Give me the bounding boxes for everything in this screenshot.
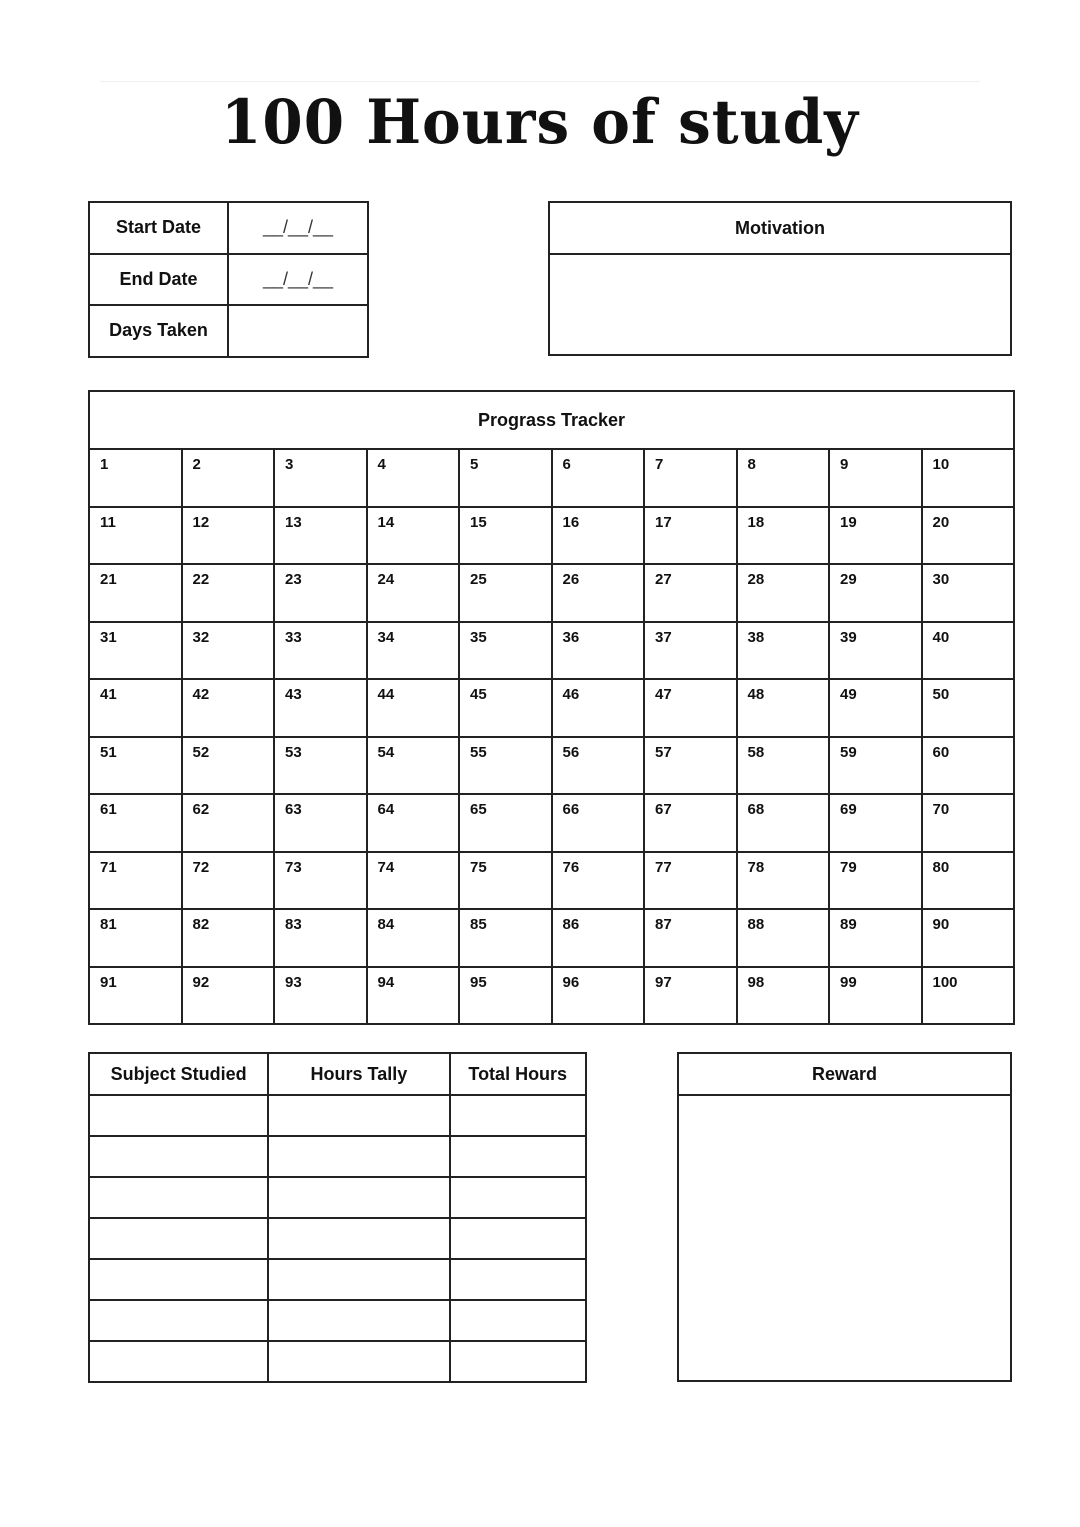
total-hours-cell[interactable]: [450, 1218, 587, 1259]
end-date-field[interactable]: __/__/__: [228, 254, 368, 306]
tracker-cell[interactable]: 55: [459, 737, 552, 795]
motivation-field[interactable]: [549, 254, 1011, 355]
tracker-cell[interactable]: 66: [552, 794, 645, 852]
tracker-cell[interactable]: 53: [274, 737, 367, 795]
tracker-cell[interactable]: 68: [737, 794, 830, 852]
tracker-cell[interactable]: 79: [829, 852, 922, 910]
tracker-cell[interactable]: 100: [922, 967, 1015, 1025]
tracker-cell[interactable]: 3: [274, 449, 367, 507]
subject-row: [89, 1218, 586, 1259]
subject-cell[interactable]: [89, 1177, 268, 1218]
tracker-cell[interactable]: 50: [922, 679, 1015, 737]
total-hours-header: Total Hours: [450, 1053, 587, 1095]
tracker-cell[interactable]: 74: [367, 852, 460, 910]
tracker-cell[interactable]: 93: [274, 967, 367, 1025]
tracker-row: [89, 909, 1014, 967]
dates-table: [88, 201, 369, 358]
tracker-cell[interactable]: 92: [182, 967, 275, 1025]
subject-row: [89, 1300, 586, 1341]
subject-cell[interactable]: [89, 1218, 268, 1259]
tracker-cell[interactable]: 30: [922, 564, 1015, 622]
tracker-row: [89, 794, 1014, 852]
tracker-cell[interactable]: 65: [459, 794, 552, 852]
tracker-cell[interactable]: 8: [737, 449, 830, 507]
tracker-cell[interactable]: 77: [644, 852, 737, 910]
tracker-cell[interactable]: 6: [552, 449, 645, 507]
tracker-cell[interactable]: 76: [552, 852, 645, 910]
tracker-cell[interactable]: 14: [367, 507, 460, 565]
tracker-cell[interactable]: 37: [644, 622, 737, 680]
tracker-cell[interactable]: 2: [182, 449, 275, 507]
tracker-cell[interactable]: 45: [459, 679, 552, 737]
subject-cell[interactable]: [89, 1136, 268, 1177]
subject-row: [89, 1177, 586, 1218]
tracker-cell[interactable]: 5: [459, 449, 552, 507]
subject-row: [89, 1259, 586, 1300]
end-date-label: End Date: [89, 254, 228, 306]
progress-tracker: [88, 390, 1015, 1025]
tracker-cell[interactable]: 56: [552, 737, 645, 795]
tracker-row: [89, 967, 1014, 1025]
tracker-cell[interactable]: 80: [922, 852, 1015, 910]
tracker-cell[interactable]: 58: [737, 737, 830, 795]
tracker-cell[interactable]: 32: [182, 622, 275, 680]
tracker-cell[interactable]: 98: [737, 967, 830, 1025]
tracker-cell[interactable]: 25: [459, 564, 552, 622]
tracker-cell[interactable]: 81: [89, 909, 182, 967]
days-taken-label: Days Taken: [89, 305, 228, 357]
hours-tally-cell[interactable]: [268, 1218, 449, 1259]
tracker-cell[interactable]: 48: [737, 679, 830, 737]
tracker-cell[interactable]: 38: [737, 622, 830, 680]
hours-tally-cell[interactable]: [268, 1300, 449, 1341]
subject-cell[interactable]: [89, 1341, 268, 1382]
tracker-row: [89, 449, 1014, 507]
tracker-cell[interactable]: 91: [89, 967, 182, 1025]
tracker-cell[interactable]: 71: [89, 852, 182, 910]
tracker-cell[interactable]: 39: [829, 622, 922, 680]
tracker-cell[interactable]: 4: [367, 449, 460, 507]
tracker-cell[interactable]: 97: [644, 967, 737, 1025]
tracker-cell[interactable]: 82: [182, 909, 275, 967]
tracker-cell[interactable]: 20: [922, 507, 1015, 565]
tracker-cell[interactable]: 64: [367, 794, 460, 852]
tracker-cell[interactable]: 73: [274, 852, 367, 910]
tracker-cell[interactable]: 46: [552, 679, 645, 737]
hours-tally-cell[interactable]: [268, 1136, 449, 1177]
tracker-cell[interactable]: 57: [644, 737, 737, 795]
tracker-row: [89, 679, 1014, 737]
tracker-cell[interactable]: 78: [737, 852, 830, 910]
motivation-header: Motivation: [549, 202, 1011, 254]
tracker-cell[interactable]: 84: [367, 909, 460, 967]
tracker-row: [89, 622, 1014, 680]
start-date-label: Start Date: [89, 202, 228, 254]
tracker-cell[interactable]: 15: [459, 507, 552, 565]
tracker-cell[interactable]: 27: [644, 564, 737, 622]
tracker-cell[interactable]: 40: [922, 622, 1015, 680]
tracker-cell[interactable]: 83: [274, 909, 367, 967]
subject-header: Subject Studied: [89, 1053, 268, 1095]
subject-table: [88, 1052, 587, 1383]
tracker-cell[interactable]: 36: [552, 622, 645, 680]
tracker-cell[interactable]: 70: [922, 794, 1015, 852]
tracker-cell[interactable]: 61: [89, 794, 182, 852]
tracker-cell[interactable]: 47: [644, 679, 737, 737]
hours-tally-cell[interactable]: [268, 1177, 449, 1218]
tracker-cell[interactable]: 95: [459, 967, 552, 1025]
tracker-cell[interactable]: 9: [829, 449, 922, 507]
tracker-cell[interactable]: 49: [829, 679, 922, 737]
tracker-cell[interactable]: 43: [274, 679, 367, 737]
tracker-cell[interactable]: 7: [644, 449, 737, 507]
tracker-cell[interactable]: 21: [89, 564, 182, 622]
tracker-cell[interactable]: 88: [737, 909, 830, 967]
tracker-row: [89, 564, 1014, 622]
tracker-cell[interactable]: 23: [274, 564, 367, 622]
tracker-cell[interactable]: 96: [552, 967, 645, 1025]
tracker-cell[interactable]: 18: [737, 507, 830, 565]
motivation-box: [548, 201, 1012, 356]
tracker-cell[interactable]: 52: [182, 737, 275, 795]
hours-tally-cell[interactable]: [268, 1341, 449, 1382]
tracker-cell[interactable]: 31: [89, 622, 182, 680]
tracker-cell[interactable]: 26: [552, 564, 645, 622]
tracker-cell[interactable]: 33: [274, 622, 367, 680]
tracker-cell[interactable]: 86: [552, 909, 645, 967]
tracker-cell[interactable]: 29: [829, 564, 922, 622]
hours-tally-cell[interactable]: [268, 1259, 449, 1300]
tracker-cell[interactable]: 34: [367, 622, 460, 680]
tracker-cell[interactable]: 75: [459, 852, 552, 910]
total-hours-cell[interactable]: [450, 1136, 587, 1177]
reward-box: [677, 1052, 1012, 1382]
hours-tally-header: Hours Tally: [268, 1053, 449, 1095]
tracker-cell[interactable]: 89: [829, 909, 922, 967]
tracker-cell[interactable]: 99: [829, 967, 922, 1025]
page-title: 100 Hours of study: [220, 86, 860, 158]
tracker-cell[interactable]: 12: [182, 507, 275, 565]
tracker-cell[interactable]: 11: [89, 507, 182, 565]
subject-cell[interactable]: [89, 1095, 268, 1136]
tracker-cell[interactable]: 51: [89, 737, 182, 795]
tracker-cell[interactable]: 16: [552, 507, 645, 565]
total-hours-cell[interactable]: [450, 1341, 587, 1382]
tracker-cell[interactable]: 41: [89, 679, 182, 737]
tracker-cell[interactable]: 69: [829, 794, 922, 852]
hours-tally-cell[interactable]: [268, 1095, 449, 1136]
days-taken-field[interactable]: [228, 305, 368, 357]
tracker-cell[interactable]: 85: [459, 909, 552, 967]
reward-header: Reward: [678, 1053, 1011, 1095]
tracker-cell[interactable]: 60: [922, 737, 1015, 795]
tracker-row: [89, 737, 1014, 795]
header-divider: [100, 81, 980, 82]
tracker-cell[interactable]: 10: [922, 449, 1015, 507]
tracker-cell[interactable]: 72: [182, 852, 275, 910]
total-hours-cell[interactable]: [450, 1177, 587, 1218]
tracker-cell[interactable]: 13: [274, 507, 367, 565]
tracker-cell[interactable]: 35: [459, 622, 552, 680]
tracker-cell[interactable]: 28: [737, 564, 830, 622]
tracker-cell[interactable]: 62: [182, 794, 275, 852]
subject-row: [89, 1136, 586, 1177]
subject-row: [89, 1341, 586, 1382]
start-date-field[interactable]: __/__/__: [228, 202, 368, 254]
total-hours-cell[interactable]: [450, 1259, 587, 1300]
tracker-cell[interactable]: 44: [367, 679, 460, 737]
tracker-cell[interactable]: 54: [367, 737, 460, 795]
total-hours-cell[interactable]: [450, 1095, 587, 1136]
tracker-cell[interactable]: 22: [182, 564, 275, 622]
total-hours-cell[interactable]: [450, 1300, 587, 1341]
tracker-cell[interactable]: 42: [182, 679, 275, 737]
subject-cell[interactable]: [89, 1259, 268, 1300]
subject-row: [89, 1095, 586, 1136]
tracker-row: [89, 507, 1014, 565]
tracker-cell[interactable]: 87: [644, 909, 737, 967]
tracker-row: [89, 852, 1014, 910]
tracker-cell[interactable]: 90: [922, 909, 1015, 967]
tracker-cell[interactable]: 17: [644, 507, 737, 565]
tracker-cell[interactable]: 67: [644, 794, 737, 852]
tracker-header: Prograss Tracker: [89, 391, 1014, 449]
tracker-cell[interactable]: 19: [829, 507, 922, 565]
tracker-cell[interactable]: 94: [367, 967, 460, 1025]
tracker-cell[interactable]: 59: [829, 737, 922, 795]
tracker-cell[interactable]: 1: [89, 449, 182, 507]
tracker-cell[interactable]: 63: [274, 794, 367, 852]
subject-cell[interactable]: [89, 1300, 268, 1341]
reward-field[interactable]: [678, 1095, 1011, 1381]
tracker-cell[interactable]: 24: [367, 564, 460, 622]
